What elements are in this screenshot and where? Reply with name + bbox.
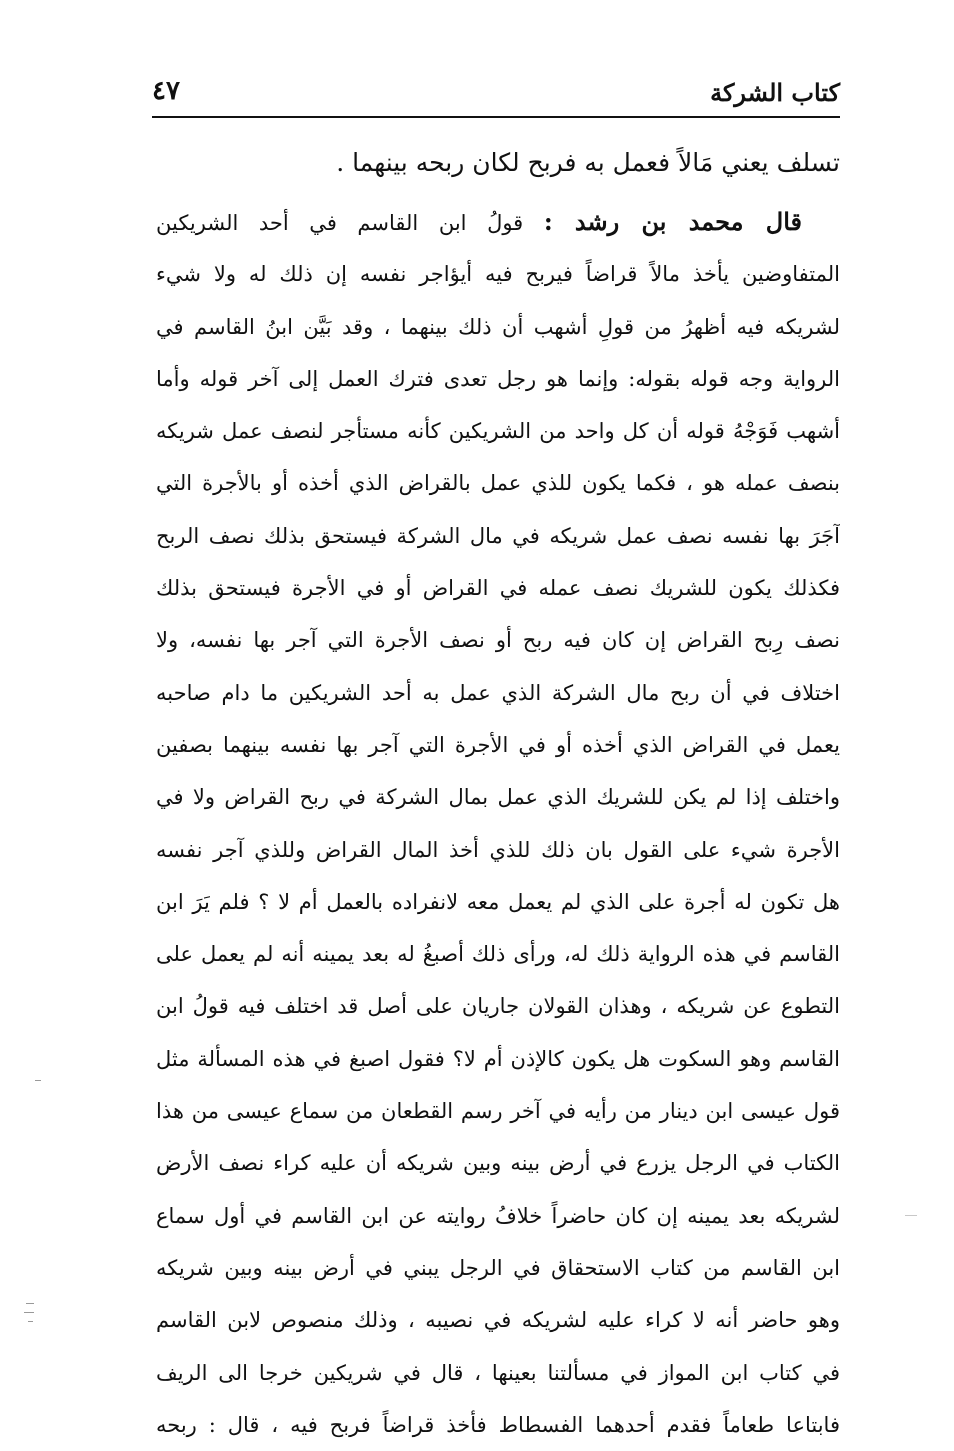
text-line: وهو حاضر أنه لا كراء عليه لشريكه في نصيبه ، وذلك منصوص لابن القاسم [156,1308,840,1333]
text-line: فكذلك يكون للشريك نصف عمله في القراض أو في الأجرة فيستحق بذلك [156,576,840,601]
text-line: ابن القاسم من كتاب الاستحقاق في الرجل يبني في أرض بينه وبين شريكه [156,1255,840,1280]
speaker-name: قال محمد بن رشد : [543,207,802,236]
scan-speck [24,1312,34,1313]
text-line: اختلاف في أن ربح مال الشركة الذي عمل به أحد الشريكين ما دام صاحبه [156,680,840,705]
scan-speck [905,1215,917,1216]
text-line: الأجرة شيء على القول بان ذلك للذي أخذ المال القراض وللذي آجر نفسه [156,837,840,862]
text-line: واختلف إذا لم يكن للشريك الذي عمل بمال الشركة في ربح القراض ولا في [156,785,840,810]
text-line-opening: تسلف يعني مَالاً فعمل به فربح لكان ربحه بينهما . [336,148,840,177]
text-line: قول عيسى ابن دينار من رأيه في آخر رسم القطعان من سماع عيسى من هذا [156,1099,840,1124]
text-line: التطوع عن شريكه ، وهذان القولان جاريان على أصل قد اختلف فيه قولُ ابن [156,994,840,1019]
text-line: يعمل في القراض الذي أخذه أو في الأجرة التي آجر بها نفسه بينهما بصفين [156,732,840,757]
scan-speck [26,1303,34,1304]
text-line: القاسم وهو السكوت هل يكون كالإذن أم لا؟ فقول اصبغ في هذه المسألة مثل [156,1046,840,1071]
text-line: القاسم في هذه الرواية ذلك له، ورأى ذلك أصبغُ له بعد يمينه أنه لم يعمل على [156,942,840,967]
text-line: في كتاب ابن المواز في مسألتنا بعينها ، قال في شريكين خرجا الى الريف [156,1360,840,1385]
body-text [156,138,840,1451]
text-line: فابتاعا طعاماً فقدم أحدهما الفسطاط فأخذ قراضاً فربح فيه ، قال : ربحه [156,1412,840,1437]
text-line: الرواية وجه قوله بقوله: وإنما هو رجل تعدى فترك العمل إلى آخر قوله وأما [156,366,840,391]
text-line: آجَرَ بها نفسه نصف عمل شريكه في مال الشركة فيستحق بذلك نصف الربح [156,523,840,548]
text-line: أشهب فَوَجْهُ قوله أن كل واحد من الشريكين كأنه مستأجر لنصف عمل شريكه [156,419,840,444]
header-divider [152,116,840,118]
running-title: كتاب الشركة [710,78,840,107]
scan-speck [35,1080,41,1081]
speaker-quote: قولُ ابن القاسم في أحد الشريكين [156,211,524,235]
scan-speck [28,1321,33,1322]
text-line: لشريكه فيه أظهرُ من قولِ أشهب أن ذلك بينهما ، وقد بَيَّن ابنُ القاسم في [156,314,840,339]
text-line: بنصف عمله هو ، فكما يكون للذي عمل بالقراض الذي أخذه أو بالأجرة التي [156,471,840,496]
text-line: نصف رِبح القراض إن كان فيه ربح أو نصف الأجرة التي آجر بها نفسه، ولا [156,628,840,653]
page-number: ٤٧ [152,76,180,106]
text-line: المتفاوضين يأخذ مالاً قراضاً فيربح فيه أيؤاجر نفسه إن ذلك له ولا شيء [156,262,840,287]
page-header [152,72,840,116]
text-line: الكتاب في الرجل يزرع في أرض بينه وبين شريكه أن عليه كراء نصف الأرض [156,1151,840,1176]
text-line: لشريكه بعد يمينه إن كان حاضراً خلافُ روايته عن ابن القاسم في أول سماع [156,1203,840,1228]
text-line: هل تكون له أجرة على الذي لم يعمل معه لانفراده بالعمل أم لا ؟ فلم يَرَ ابن [156,889,840,914]
text-line-speaker [156,196,840,248]
